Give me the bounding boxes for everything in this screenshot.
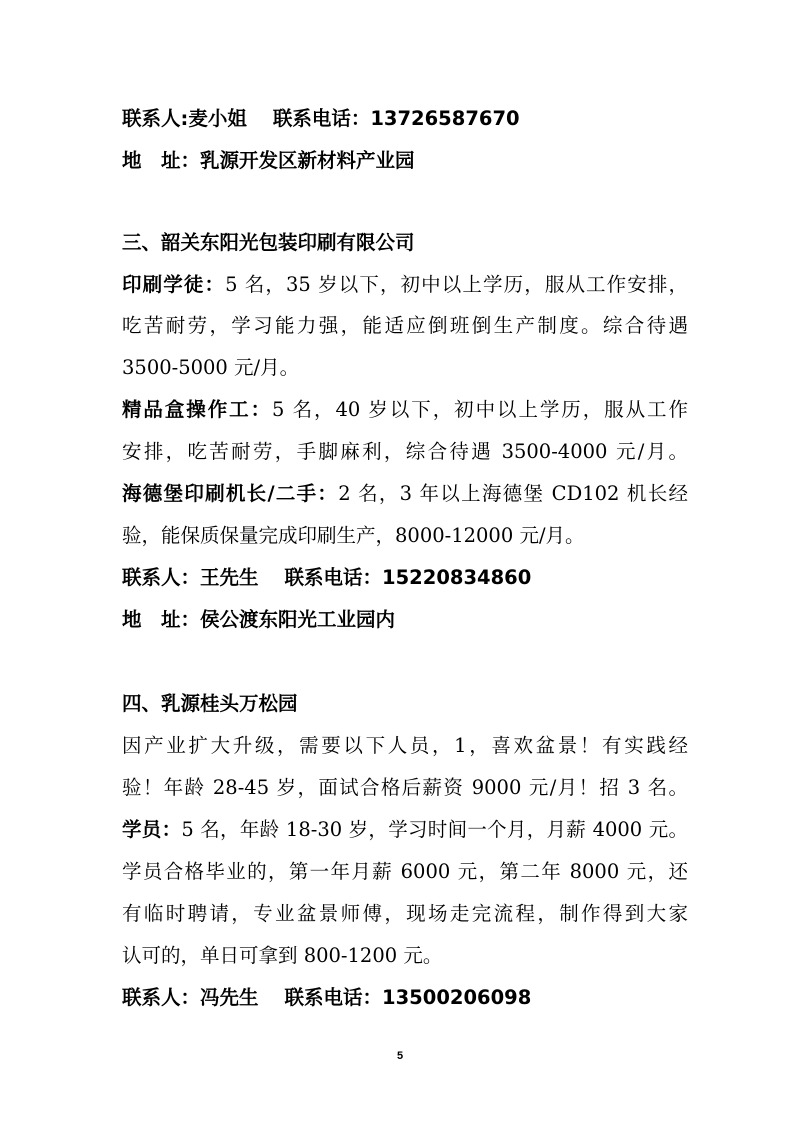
- s3-job1-line2: 吃苦耐劳，学习能力强，能适应倒班倒生产制度。综合待遇: [122, 314, 688, 337]
- s4-job-line4: 认可的，单日可拿到 800-1200 元。: [122, 944, 443, 967]
- s2-address-value: 乳源开发区新材料产业园: [200, 149, 415, 172]
- s4-intro-line2: 验！年龄 28-45 岁，面试合格后薪资 9000 元/月！招 3 名。: [122, 776, 688, 799]
- s3-job3-title: 海德堡印刷机长/二手：: [122, 482, 339, 505]
- s4-job-title: 学员：: [122, 818, 182, 841]
- s3-job2-line1: [122, 398, 688, 422]
- s3-heading: 三、韶关东阳光包装印刷有限公司: [122, 231, 415, 254]
- s3-job3-text1: 2 名，3 年以上海德堡 CD102 机长经: [338, 482, 688, 505]
- s2-contact-phone-label: 联系电话：: [272, 107, 371, 130]
- s4-job-line1: [122, 818, 688, 842]
- s2-contact-phone: 13726587670: [370, 107, 520, 130]
- s4-job-line2: 学员合格毕业的，第一年月薪 6000 元，第二年 8000 元，还: [122, 860, 688, 883]
- s3-contact-person: 王先生: [200, 566, 259, 589]
- s3-contact-phone: 15220834860: [382, 566, 532, 589]
- s3-job3-line2: 验，能保质保量完成印刷生产，8000-12000 元/月。: [122, 524, 585, 547]
- s2-address-line: [122, 149, 688, 173]
- s3-job2-title: 精品盒操作工：: [122, 398, 273, 421]
- s3-job1-line3: 3500-5000 元/月。: [122, 356, 300, 379]
- s3-contact-line: [122, 566, 688, 590]
- s4-contact-person: 冯先生: [200, 986, 259, 1009]
- s2-contact-person-label: 联系人:: [122, 107, 189, 130]
- s3-contact-person-label: 联系人：: [122, 566, 201, 589]
- page-number: 5: [396, 1050, 404, 1062]
- s3-address-line: [122, 608, 688, 632]
- s3-job3-line1: [122, 482, 688, 506]
- s4-contact-phone-label: 联系电话：: [284, 986, 383, 1009]
- s4-contact-phone: 13500206098: [382, 986, 532, 1009]
- s4-contact-person-label: 联系人：: [122, 986, 201, 1009]
- s3-job1-title: 印刷学徒：: [122, 273, 226, 296]
- s3-address-label: 地 址：: [122, 608, 201, 631]
- s4-heading: 四、乳源桂头万松园: [122, 692, 298, 715]
- s4-job-text1: 5 名，年龄 18-30 岁，学习时间一个月，月薪 4000 元。: [181, 818, 688, 841]
- s3-contact-phone-label: 联系电话：: [284, 566, 383, 589]
- s3-job1-line1: [122, 273, 688, 297]
- s4-job-line3: 有临时聘请，专业盆景师傅，现场走完流程，制作得到大家: [122, 902, 688, 925]
- s3-job2-line2: 安排，吃苦耐劳，手脚麻利，综合待遇 3500-4000 元/月。: [122, 440, 688, 463]
- s4-intro-line1: 因产业扩大升级，需要以下人员，1，喜欢盆景！有实践经: [122, 734, 688, 757]
- s2-address-label: 地 址：: [122, 149, 201, 172]
- s2-contact-line: [122, 107, 688, 131]
- s3-job1-text1: 5 名，35 岁以下，初中以上学历，服从工作安排，: [225, 273, 688, 296]
- s4-contact-line: [122, 986, 688, 1010]
- s3-job2-text1: 5 名，40 岁以下，初中以上学历，服从工作: [272, 398, 688, 421]
- s2-contact-person: 麦小姐: [188, 107, 247, 130]
- s3-address-value: 侯公渡东阳光工业园内: [200, 608, 396, 631]
